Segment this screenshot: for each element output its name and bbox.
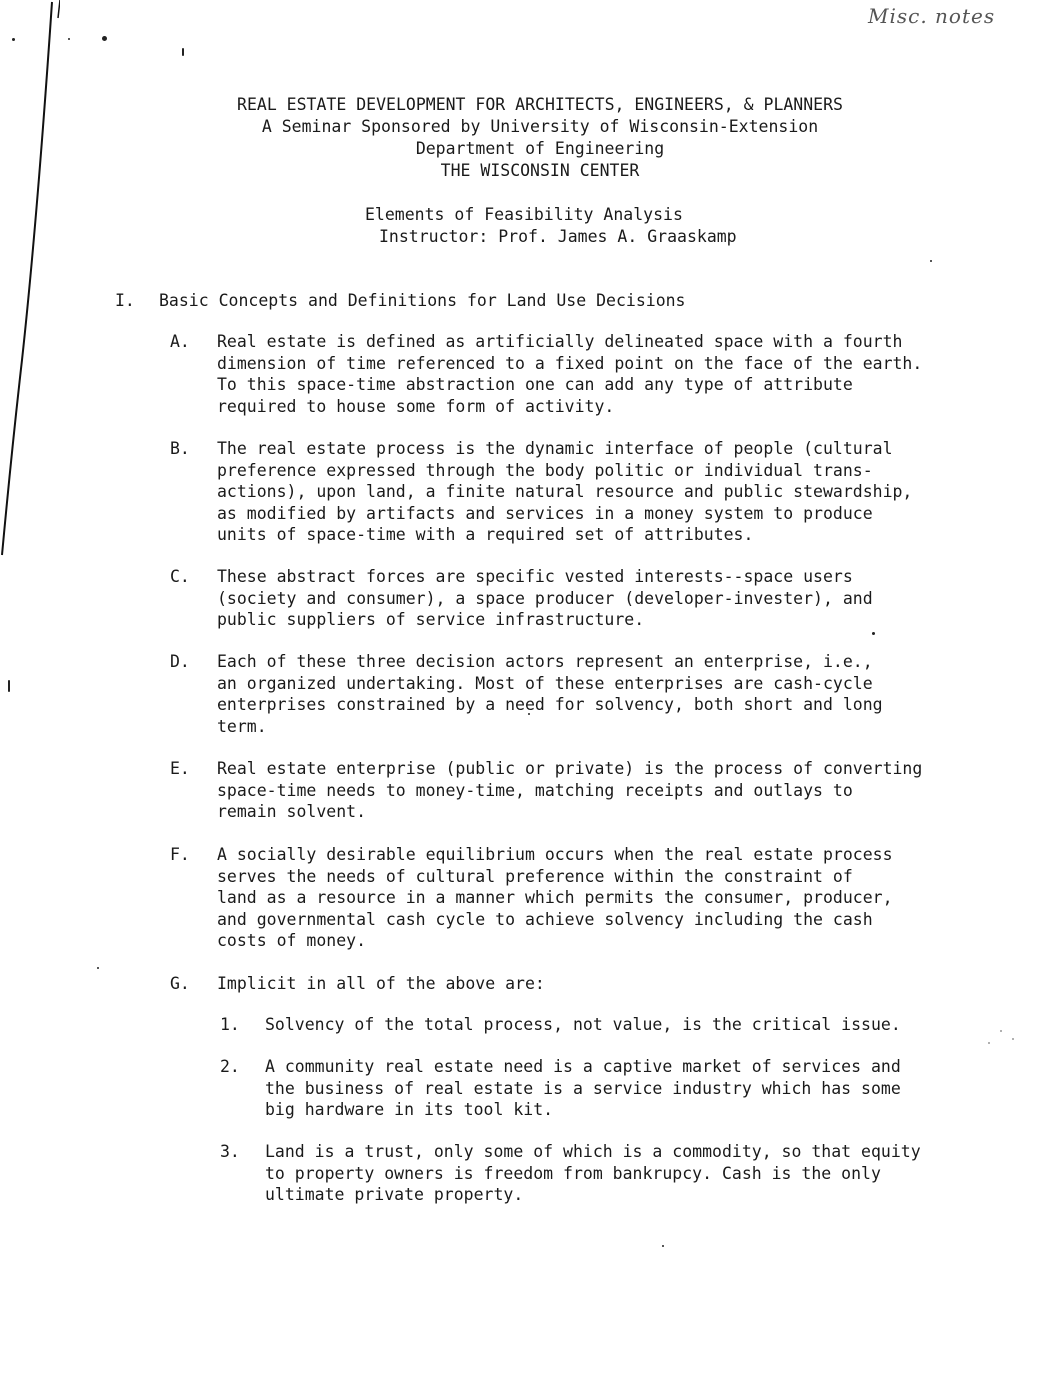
item-letter: B. <box>170 439 190 458</box>
section-title: Basic Concepts and Definitions for Land Use Decisions <box>159 291 686 310</box>
outline-subitem-1 <box>220 1014 1025 1036</box>
header-venue: THE WISCONSIN CENTER <box>440 161 640 180</box>
scan-speck <box>102 36 107 41</box>
subitem-number: 1. <box>220 1015 240 1034</box>
scan-speck <box>182 48 184 56</box>
item-text: These abstract forces are specific vested interests--space users (society and consumer), a space producer (developer-invester), and public suppliers of service infrastructure. <box>217 567 873 629</box>
course-title: Elements of Feasibility Analysis <box>365 205 683 224</box>
section-number: I. <box>115 291 135 310</box>
header-title: REAL ESTATE DEVELOPMENT FOR ARCHITECTS, ENGINEERS, & PLANNERS <box>237 95 843 114</box>
outline-item-f <box>170 844 1017 952</box>
header-sponsor: A Seminar Sponsored by University of Wisconsin-Extension <box>261 117 819 136</box>
subitem-text: Solvency of the total process, not value, is the critical issue. <box>265 1015 901 1034</box>
scan-speck <box>12 38 15 41</box>
outline-subitem-2 <box>220 1056 1025 1121</box>
item-letter: C. <box>170 567 190 586</box>
outline-item-e <box>170 758 1017 823</box>
header-department: Department of Engineering <box>415 139 665 158</box>
scan-speck <box>988 1042 990 1044</box>
document-header <box>150 94 930 182</box>
subitem-text: Land is a trust, only some of which is a commodity, so that equity to property owners is freedom from bankrupcy. Cash is the only ultimate private property. <box>265 1142 921 1204</box>
scan-speck <box>930 260 932 262</box>
course-info <box>365 204 737 248</box>
outline-item-g <box>170 973 1017 995</box>
item-text: A socially desirable equilibrium occurs when the real estate process serves the needs of cultural preference within the constraint of land as a resource in a manner which permits the consumer, producer, and governmental cash cycle to achieve solvency including the cash costs of money. <box>217 845 893 950</box>
item-letter: E. <box>170 759 190 778</box>
binding-edge-line <box>0 0 60 560</box>
scan-speck <box>872 632 875 635</box>
outline-item-b <box>170 438 1017 546</box>
scan-speck <box>68 38 70 40</box>
item-text: Real estate enterprise (public or private) is the process of converting space-time needs to money-time, matching receipts and outlays to remain solvent. <box>217 759 923 821</box>
item-letter: G. <box>170 974 190 993</box>
item-letter: D. <box>170 652 190 671</box>
scan-speck <box>1012 1038 1014 1040</box>
outline-item-a <box>170 331 1017 417</box>
section-heading <box>115 290 686 311</box>
outline-item-c <box>170 566 1017 631</box>
item-text: Implicit in all of the above are: <box>217 974 545 993</box>
scan-speck <box>8 680 10 692</box>
item-text: The real estate process is the dynamic interface of people (cultural preference expressed through the body politic or individual trans- actions), upon land, a finite natural resource and public stewardship, as modified by artifacts and services in a money system to produce units of space-time with a required set of attributes. <box>217 439 913 544</box>
item-letter: A. <box>170 332 190 351</box>
item-text: Each of these three decision actors represent an enterprise, i.e., an organized undertaking. Most of these enterprises are cash-cycle enterprises constrained by a need for solvency, both short and long term. <box>217 652 883 736</box>
outline-subitem-3 <box>220 1141 1025 1206</box>
subitem-text: A community real estate need is a captive market of services and the business of real estate is a service industry which has some big hardware in its tool kit. <box>265 1057 901 1119</box>
subitem-number: 2. <box>220 1057 240 1076</box>
item-text: Real estate is defined as artificially delineated space with a fourth dimension of time referenced to a fixed point on the face of the earth. To this space-time abstraction one can add any type of attribute required to house some form of activity. <box>217 332 923 416</box>
subitem-number: 3. <box>220 1142 240 1161</box>
item-letter: F. <box>170 845 190 864</box>
scan-speck <box>662 1245 664 1247</box>
course-instructor: Instructor: Prof. James A. Graaskamp <box>379 227 737 246</box>
outline-item-d <box>170 651 1017 737</box>
scan-speck <box>97 967 99 969</box>
handwritten-note: Misc. notes <box>868 4 996 28</box>
